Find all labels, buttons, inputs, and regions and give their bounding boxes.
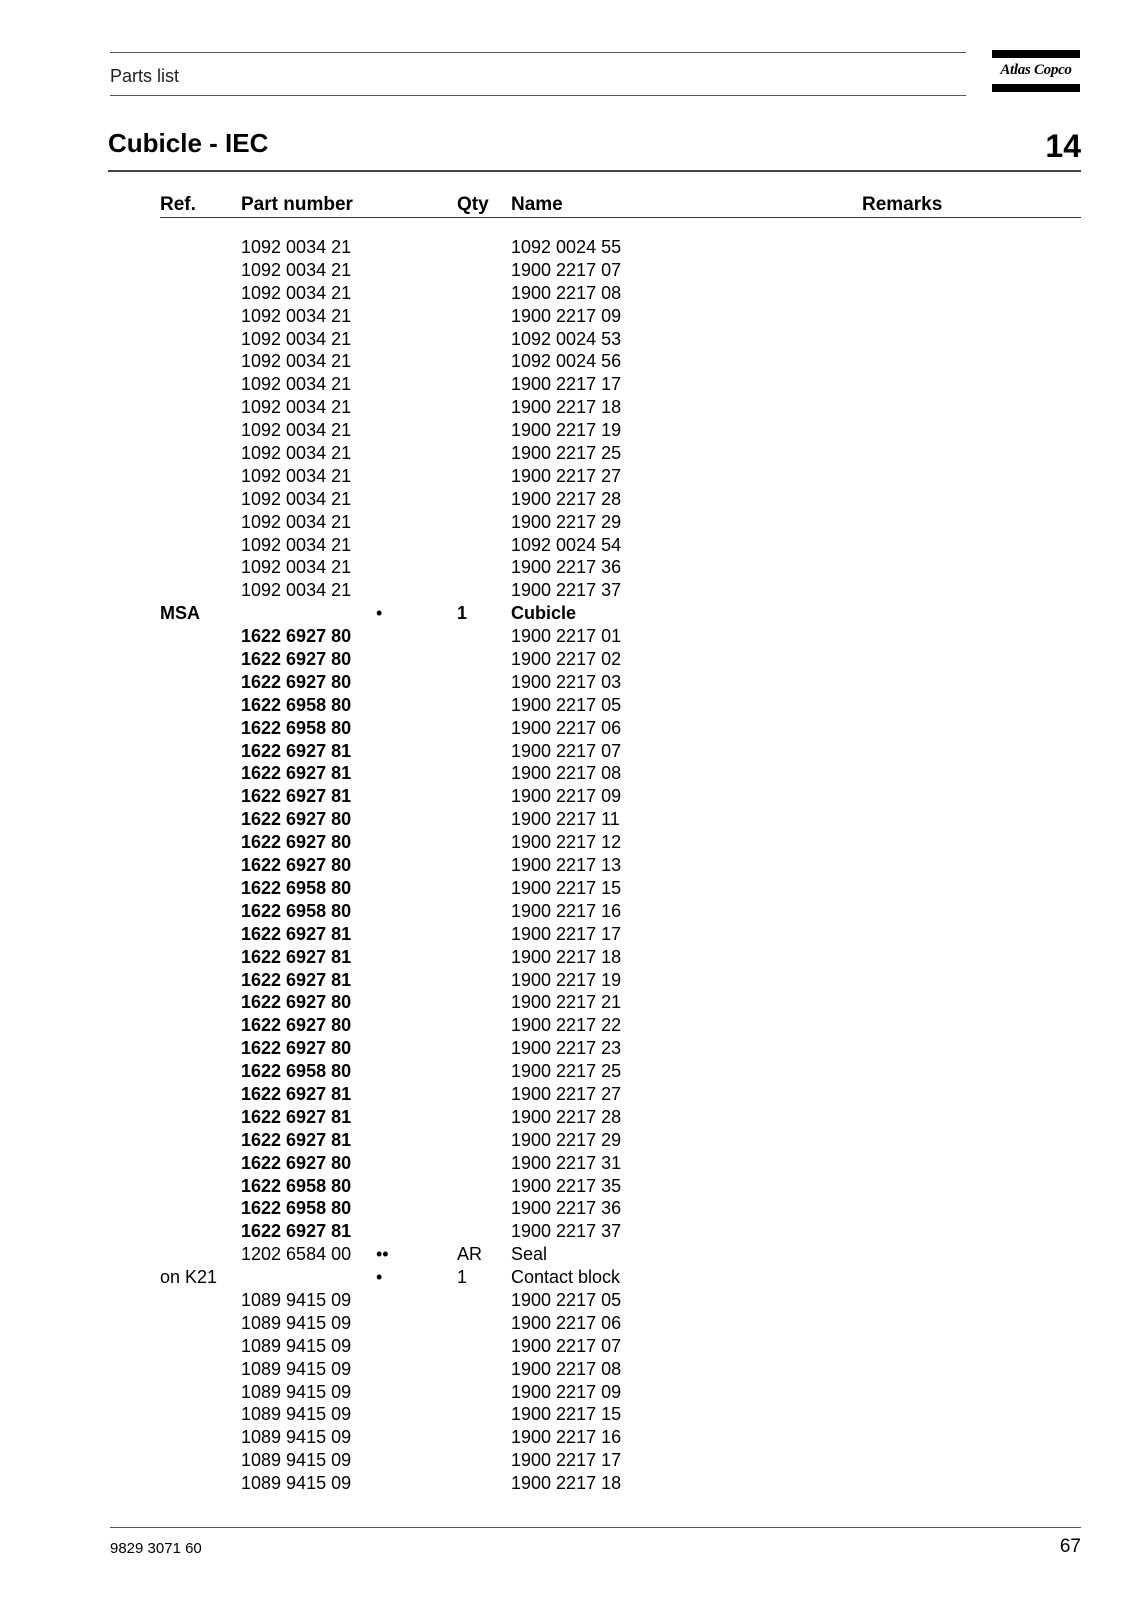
- row-part-number: 1622 6927 80: [241, 1038, 352, 1059]
- table-row: [0, 579, 1131, 602]
- table-row: [0, 305, 1131, 328]
- row-part-number: 1092 0034 21: [241, 374, 352, 395]
- row-name: 1900 2217 12: [511, 832, 622, 853]
- row-name: 1900 2217 13: [511, 855, 622, 876]
- table-row: [0, 1197, 1131, 1220]
- table-row: [0, 762, 1131, 785]
- table-row: [0, 511, 1131, 534]
- row-name: 1900 2217 09: [511, 786, 622, 807]
- section-title: Cubicle - IEC: [108, 128, 269, 158]
- column-header-remarks: Remarks: [862, 194, 943, 215]
- table-row: [0, 442, 1131, 465]
- row-part-number: 1622 6958 80: [241, 877, 352, 898]
- row-part-number: 1089 9415 09: [241, 1404, 352, 1425]
- row-name: 1092 0024 54: [511, 534, 622, 555]
- column-header-ref: Ref.: [160, 194, 196, 215]
- footer-rule: [110, 1527, 1081, 1528]
- table-row: [0, 831, 1131, 854]
- table-row: [0, 350, 1131, 373]
- row-name: 1900 2217 36: [511, 1198, 622, 1219]
- row-part-number: 1622 6927 80: [241, 1152, 352, 1173]
- table-row: [0, 1358, 1131, 1381]
- table-row: [0, 785, 1131, 808]
- row-name: 1900 2217 19: [511, 969, 622, 990]
- row-name: 1900 2217 15: [511, 877, 622, 898]
- table-row: [0, 534, 1131, 557]
- row-level-dots: ••: [376, 1244, 389, 1265]
- row-part-number: 1622 6958 80: [241, 900, 352, 921]
- row-part-number: 1622 6927 81: [241, 1221, 352, 1242]
- row-name: 1900 2217 18: [511, 1473, 622, 1494]
- row-part-number: 1089 9415 09: [241, 1427, 352, 1448]
- row-part-number: 1092 0034 21: [241, 420, 352, 441]
- row-part-number: 1622 6927 80: [241, 626, 352, 647]
- row-name: 1900 2217 21: [511, 992, 622, 1013]
- table-row: [0, 1449, 1131, 1472]
- row-name: 1900 2217 31: [511, 1152, 622, 1173]
- table-row: [0, 1472, 1131, 1495]
- row-part-number: 1622 6958 80: [241, 694, 352, 715]
- row-name: 1900 2217 07: [511, 740, 622, 761]
- row-name: 1900 2217 08: [511, 763, 622, 784]
- row-part-number: 1092 0034 21: [241, 511, 352, 532]
- row-level-dots: •: [376, 603, 383, 624]
- row-part-number: 1622 6927 81: [241, 1083, 352, 1104]
- table-row: [0, 1106, 1131, 1129]
- column-header-name: Name: [511, 194, 563, 215]
- table-row: [0, 740, 1131, 763]
- table-row: [0, 465, 1131, 488]
- table-row: [0, 854, 1131, 877]
- row-part-number: 1622 6927 80: [241, 1015, 352, 1036]
- row-part-number: 1092 0034 21: [241, 397, 352, 418]
- logo-wordmark: Atlas Copco: [1000, 62, 1072, 78]
- row-part-number: 1622 6927 81: [241, 923, 352, 944]
- column-header-rule: [160, 217, 1081, 218]
- table-row: [0, 1312, 1131, 1335]
- row-name: 1900 2217 17: [511, 923, 622, 944]
- table-row: [0, 236, 1131, 259]
- table-row: [0, 946, 1131, 969]
- row-part-number: 1092 0034 21: [241, 443, 352, 464]
- row-name: 1900 2217 27: [511, 465, 622, 486]
- row-part-number: 1622 6958 80: [241, 1198, 352, 1219]
- row-part-number: 1622 6958 80: [241, 1061, 352, 1082]
- table-row: [0, 671, 1131, 694]
- row-part-number: 1202 6584 00: [241, 1244, 352, 1265]
- atlas-copco-logo: [992, 50, 1080, 94]
- table-row: [0, 556, 1131, 579]
- row-part-number: 1092 0034 21: [241, 351, 352, 372]
- table-row: [0, 991, 1131, 1014]
- row-part-number: 1089 9415 09: [241, 1335, 352, 1356]
- row-name: 1900 2217 15: [511, 1404, 622, 1425]
- row-part-number: 1092 0034 21: [241, 282, 352, 303]
- row-name: 1900 2217 19: [511, 420, 622, 441]
- row-part-number: 1622 6927 81: [241, 1129, 352, 1150]
- row-part-number: 1622 6958 80: [241, 1175, 352, 1196]
- table-row: [0, 1014, 1131, 1037]
- footer-page-number: 67: [1059, 1536, 1081, 1557]
- table-row: [0, 1289, 1131, 1312]
- row-part-number: 1622 6927 81: [241, 1106, 352, 1127]
- table-row: [0, 877, 1131, 900]
- table-row: [0, 1381, 1131, 1404]
- table-row: [0, 282, 1131, 305]
- row-qty: 1: [457, 1267, 468, 1288]
- row-name: 1900 2217 16: [511, 900, 622, 921]
- row-part-number: 1622 6927 80: [241, 992, 352, 1013]
- section-number: 14: [1045, 128, 1081, 164]
- table-row: [0, 969, 1131, 992]
- table-row: [0, 373, 1131, 396]
- row-name: 1900 2217 35: [511, 1175, 622, 1196]
- row-name: 1900 2217 06: [511, 1312, 622, 1333]
- row-part-number: 1092 0034 21: [241, 488, 352, 509]
- row-part-number: 1092 0034 21: [241, 557, 352, 578]
- table-row: [0, 1060, 1131, 1083]
- row-name: 1900 2217 09: [511, 1381, 622, 1402]
- row-part-number: 1092 0034 21: [241, 259, 352, 280]
- row-part-number: 1089 9415 09: [241, 1358, 352, 1379]
- row-part-number: 1092 0034 21: [241, 305, 352, 326]
- row-part-number: 1622 6927 80: [241, 649, 352, 670]
- row-part-number: 1622 6927 80: [241, 832, 352, 853]
- row-name: 1900 2217 08: [511, 282, 622, 303]
- row-name: 1900 2217 09: [511, 305, 622, 326]
- row-part-number: 1089 9415 09: [241, 1381, 352, 1402]
- row-part-number: 1622 6927 81: [241, 969, 352, 990]
- table-row: [0, 259, 1131, 282]
- parts-table-body: [0, 236, 1131, 1495]
- table-row: [0, 1220, 1131, 1243]
- column-header-part-number: Part number: [241, 194, 353, 215]
- column-header-qty: Qty: [457, 194, 489, 215]
- table-row: [0, 1129, 1131, 1152]
- row-part-number: 1089 9415 09: [241, 1450, 352, 1471]
- table-row: [0, 648, 1131, 671]
- row-name: Cubicle: [511, 603, 577, 624]
- row-ref: on K21: [160, 1267, 218, 1288]
- row-name: 1900 2217 16: [511, 1427, 622, 1448]
- table-row: [0, 328, 1131, 351]
- row-name: 1092 0024 53: [511, 328, 622, 349]
- row-ref: MSA: [160, 603, 200, 624]
- footer-document-number: 9829 3071 60: [110, 1540, 202, 1557]
- row-name: 1900 2217 17: [511, 374, 622, 395]
- row-name: 1900 2217 18: [511, 946, 622, 967]
- row-part-number: 1622 6927 81: [241, 786, 352, 807]
- row-part-number: 1089 9415 09: [241, 1289, 352, 1310]
- logo-bottom-bar: [992, 84, 1080, 92]
- logo-top-bar: [992, 50, 1080, 58]
- table-row: [0, 488, 1131, 511]
- row-name: 1900 2217 37: [511, 1221, 622, 1242]
- table-row: [0, 1037, 1131, 1060]
- row-name: 1900 2217 28: [511, 488, 622, 509]
- row-part-number: 1622 6927 81: [241, 763, 352, 784]
- row-qty: AR: [457, 1244, 483, 1265]
- table-row: [0, 396, 1131, 419]
- table-row: [0, 1083, 1131, 1106]
- row-name: 1900 2217 08: [511, 1358, 622, 1379]
- table-row: [0, 808, 1131, 831]
- row-part-number: 1089 9415 09: [241, 1473, 352, 1494]
- table-row: [0, 1152, 1131, 1175]
- row-part-number: 1622 6927 81: [241, 946, 352, 967]
- row-level-dots: •: [376, 1267, 383, 1288]
- row-name: 1900 2217 29: [511, 1129, 622, 1150]
- row-name: 1900 2217 22: [511, 1015, 622, 1036]
- row-part-number: 1622 6958 80: [241, 717, 352, 738]
- row-name: 1900 2217 07: [511, 259, 622, 280]
- row-name: Contact block: [511, 1267, 621, 1288]
- table-row: [0, 694, 1131, 717]
- row-name: 1900 2217 18: [511, 397, 622, 418]
- table-row: [0, 900, 1131, 923]
- row-name: 1900 2217 25: [511, 1061, 622, 1082]
- table-row: [0, 923, 1131, 946]
- table-row: [0, 717, 1131, 740]
- table-row: [0, 419, 1131, 442]
- table-row: [0, 1175, 1131, 1198]
- row-name: 1900 2217 36: [511, 557, 622, 578]
- row-name: 1900 2217 17: [511, 1450, 622, 1471]
- header-bottom-rule: [110, 95, 966, 96]
- row-part-number: 1092 0034 21: [241, 328, 352, 349]
- row-part-number: 1092 0034 21: [241, 534, 352, 555]
- row-qty: 1: [457, 603, 468, 624]
- row-part-number: 1092 0034 21: [241, 465, 352, 486]
- row-name: 1900 2217 27: [511, 1083, 622, 1104]
- table-row: [0, 1403, 1131, 1426]
- row-name: 1900 2217 37: [511, 580, 622, 601]
- row-name: 1900 2217 03: [511, 671, 622, 692]
- table-row: [0, 1426, 1131, 1449]
- row-name: 1900 2217 06: [511, 717, 622, 738]
- row-name: 1900 2217 01: [511, 626, 622, 647]
- row-part-number: 1092 0034 21: [241, 237, 352, 257]
- header-top-rule: [110, 52, 966, 53]
- row-part-number: 1622 6927 81: [241, 740, 352, 761]
- table-row: [0, 1266, 1131, 1289]
- row-name: 1900 2217 29: [511, 511, 622, 532]
- row-part-number: 1622 6927 80: [241, 855, 352, 876]
- row-part-number: 1089 9415 09: [241, 1312, 352, 1333]
- table-row: [0, 1243, 1131, 1266]
- table-row: [0, 602, 1131, 625]
- row-part-number: 1622 6927 80: [241, 671, 352, 692]
- row-name: 1900 2217 11: [511, 809, 620, 830]
- row-name: 1900 2217 02: [511, 649, 622, 670]
- row-name: 1900 2217 28: [511, 1106, 622, 1127]
- row-name: Seal: [511, 1244, 548, 1265]
- table-row: [0, 625, 1131, 648]
- row-name: 1900 2217 05: [511, 1289, 622, 1310]
- row-name: 1900 2217 05: [511, 694, 622, 715]
- row-name: 1900 2217 25: [511, 443, 622, 464]
- row-name: 1092 0024 55: [511, 237, 622, 257]
- row-name: 1900 2217 23: [511, 1038, 622, 1059]
- table-row: [0, 1335, 1131, 1358]
- header-label: Parts list: [110, 66, 180, 86]
- row-name: 1900 2217 07: [511, 1335, 622, 1356]
- row-name: 1092 0024 56: [511, 351, 622, 372]
- section-rule: [108, 170, 1081, 172]
- row-part-number: 1622 6927 80: [241, 809, 352, 830]
- row-part-number: 1092 0034 21: [241, 580, 352, 601]
